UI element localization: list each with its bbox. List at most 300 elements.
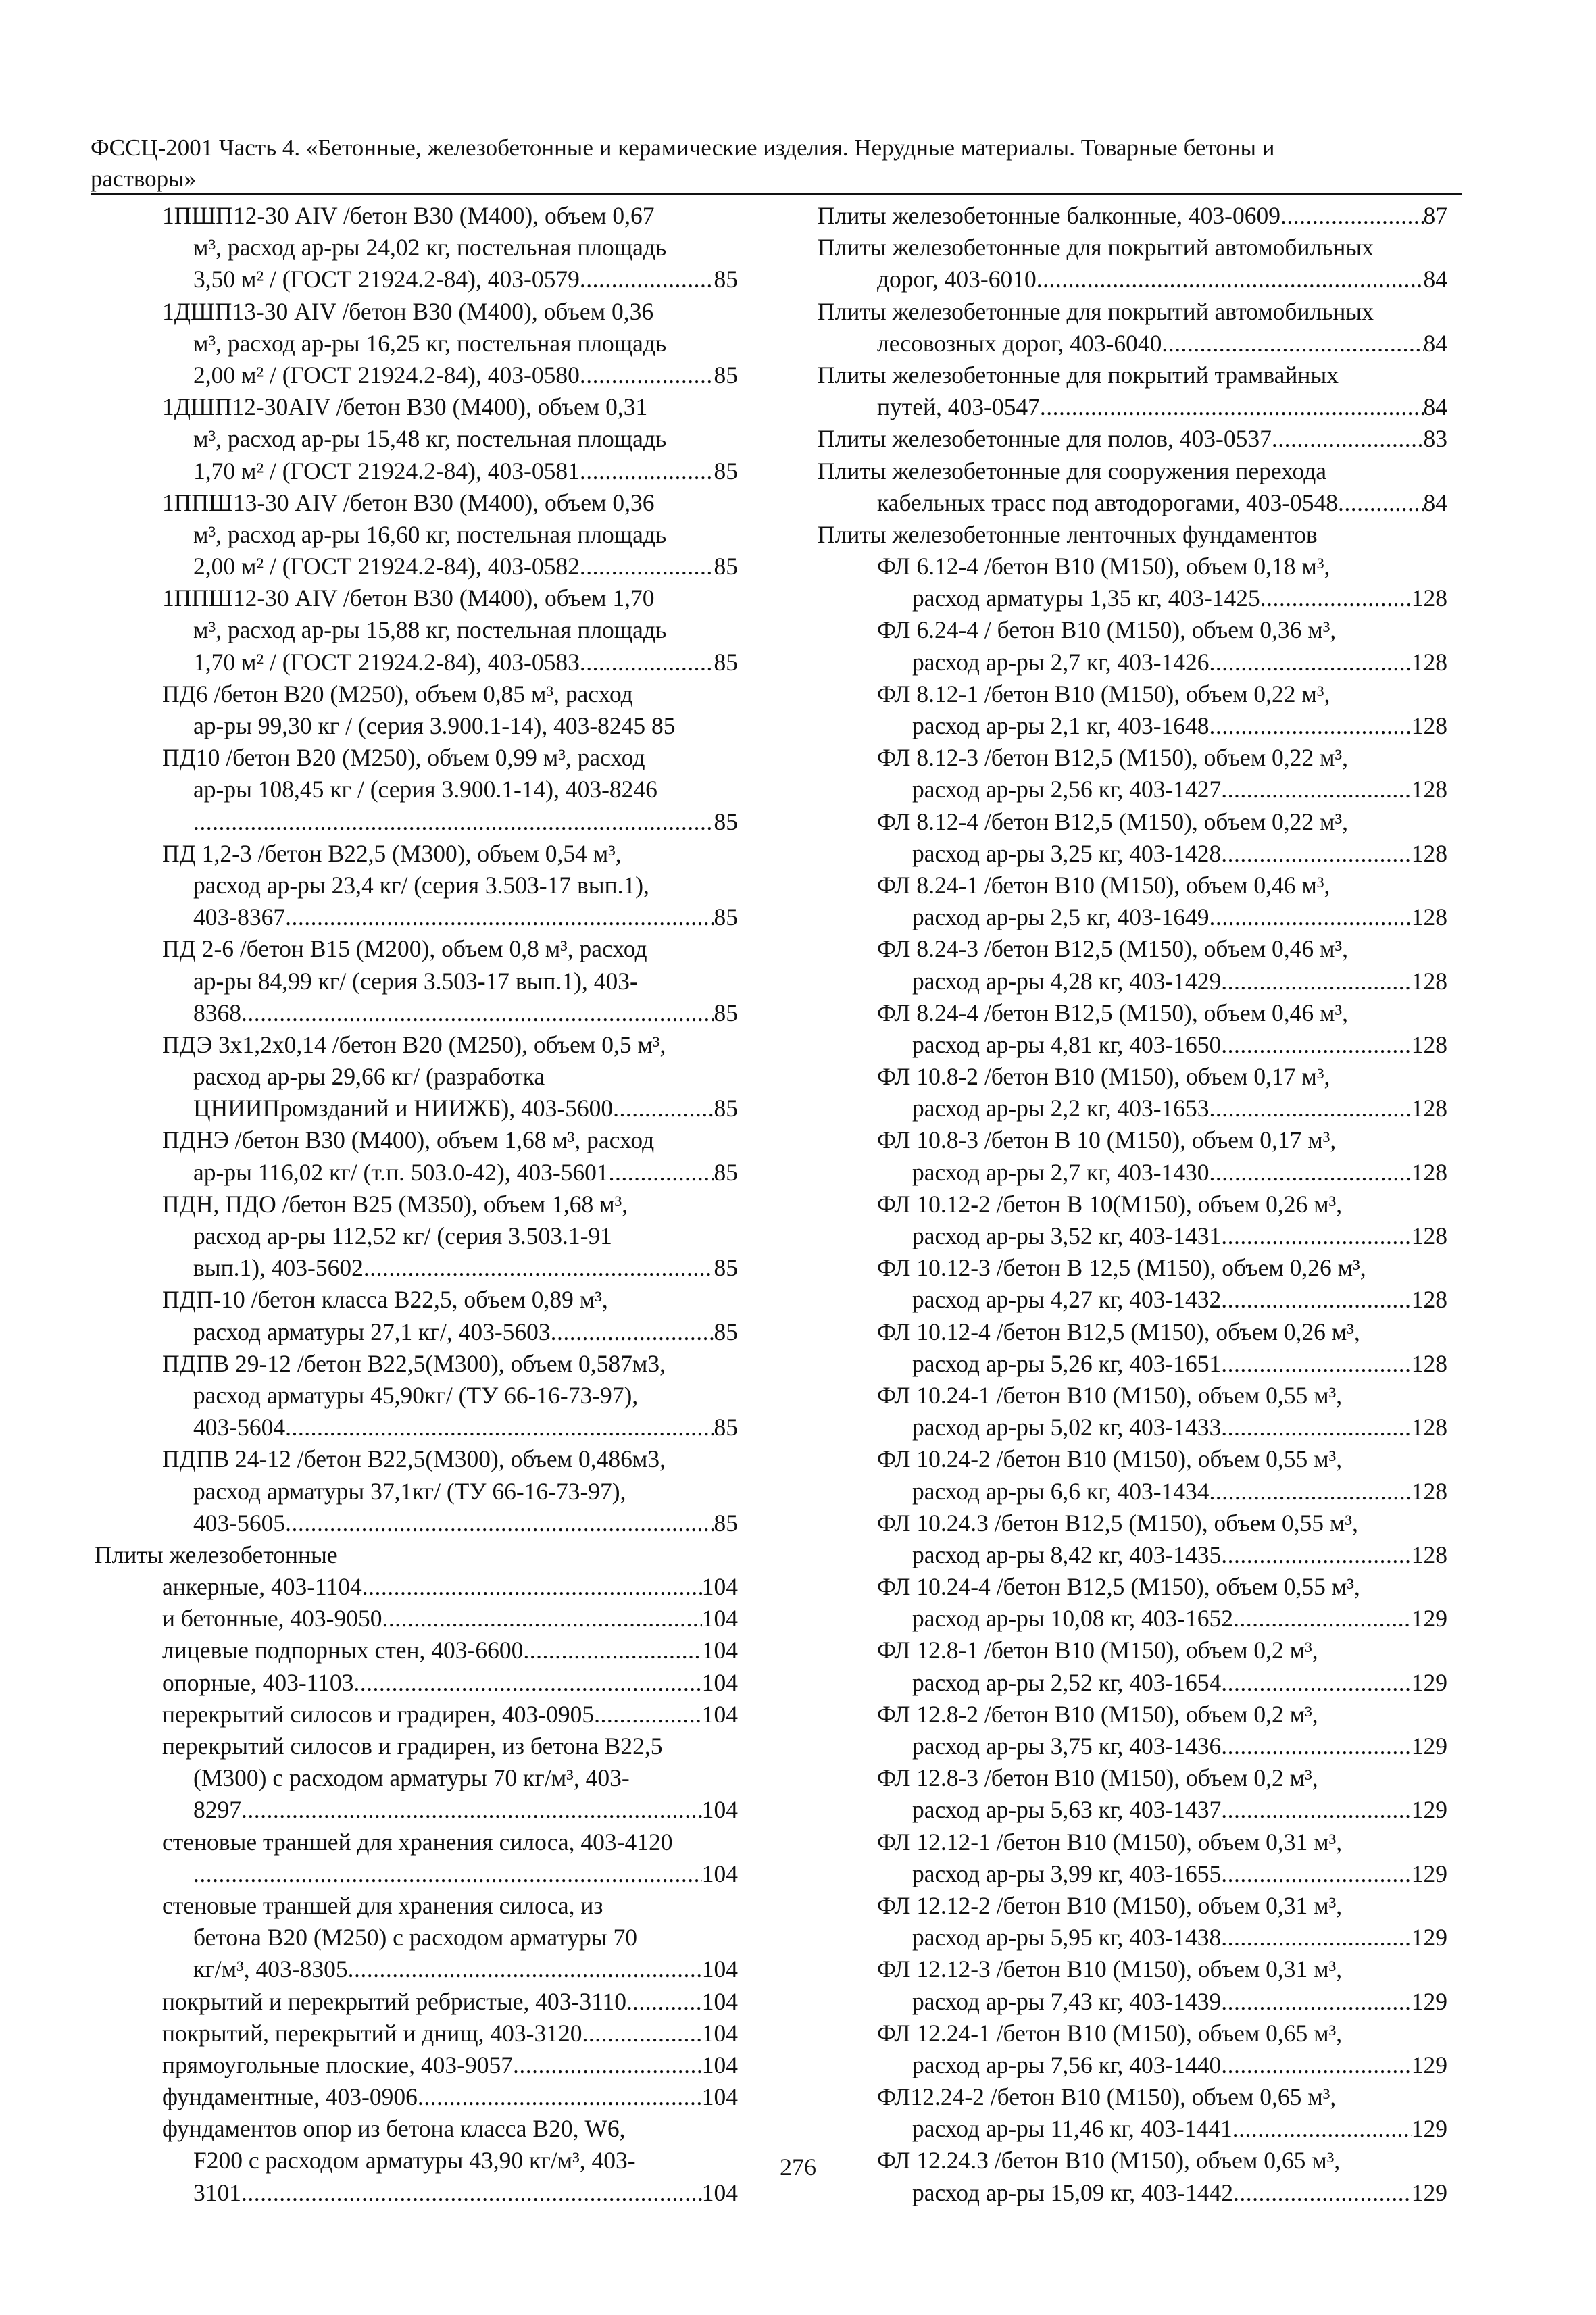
index-entry bbox=[818, 423, 1447, 455]
index-entry-text: расход ар-ры 2,7 кг, 403-1430 bbox=[912, 1158, 1210, 1186]
dot-leader bbox=[418, 2081, 702, 2113]
index-entry-text: расход ар-ры 3,75 кг, 403-1436 bbox=[912, 1733, 1222, 1760]
dot-leader bbox=[285, 1508, 714, 1539]
index-page-ref: 85 bbox=[714, 266, 738, 293]
index-entry-line bbox=[818, 1124, 1447, 1156]
index-page-ref: 85 bbox=[714, 457, 738, 484]
index-entry-line bbox=[95, 1603, 738, 1635]
index-page-ref: 85 bbox=[714, 361, 738, 389]
index-entry-text: м³, расход ар-ры 15,88 кг, постельная площадь bbox=[193, 616, 667, 644]
index-entry-text: ФЛ 10.12-4 /бетон В12,5 (М150), объем 0,26 м³, bbox=[877, 1318, 1360, 1345]
index-entry-text: ПДНЭ /бетон В30 (М400), объем 1,68 м³, расход bbox=[162, 1126, 655, 1154]
dot-leader bbox=[353, 1667, 701, 1699]
index-page-ref: 104 bbox=[701, 1956, 738, 1983]
dot-leader bbox=[613, 1093, 714, 1124]
index-entry-line bbox=[818, 423, 1447, 455]
index-entry bbox=[818, 870, 1447, 933]
index-entry-line bbox=[95, 870, 738, 901]
dot-leader bbox=[580, 551, 714, 582]
index-entry-line bbox=[818, 1603, 1447, 1635]
index-entry bbox=[818, 1124, 1447, 1188]
index-entry-text: 8368 bbox=[193, 999, 241, 1026]
index-entry-text: ар-ры 84,99 кг/ (серия 3.503-17 вып.1), 403- bbox=[193, 967, 638, 995]
index-entry-text: ФЛ 10.8-3 /бетон В 10 (М150), объем 0,17 м³, bbox=[877, 1126, 1337, 1154]
index-entry bbox=[818, 997, 1447, 1061]
dot-leader bbox=[241, 997, 714, 1029]
index-entry bbox=[95, 1890, 738, 1986]
index-entry-line bbox=[818, 710, 1447, 742]
index-entry bbox=[95, 1603, 738, 1635]
index-entry bbox=[818, 1508, 1447, 1571]
dot-leader bbox=[1260, 582, 1412, 614]
index-entry bbox=[95, 1124, 738, 1188]
index-entry bbox=[818, 1635, 1447, 1698]
index-entry-text: расход ар-ры 8,42 кг, 403-1435 bbox=[912, 1541, 1222, 1568]
index-entry-text: ФЛ 6.12-4 /бетон В10 (М150), объем 0,18 м³, bbox=[877, 553, 1330, 580]
dot-leader bbox=[1210, 901, 1412, 933]
index-entry-line bbox=[818, 487, 1447, 519]
index-entry-line bbox=[95, 232, 738, 264]
dot-leader bbox=[1037, 264, 1424, 295]
dot-leader bbox=[1232, 2113, 1412, 2145]
index-entry-line bbox=[818, 551, 1447, 582]
index-page-ref: 85 bbox=[714, 1095, 738, 1122]
index-entry-text: 3,50 м² / (ГОСТ 21924.2-84), 403-0579 bbox=[193, 266, 580, 293]
dot-leader bbox=[1210, 1093, 1412, 1124]
index-entry-line bbox=[818, 1794, 1447, 1826]
index-page-ref: 104 bbox=[701, 1668, 738, 1696]
index-column-right bbox=[818, 200, 1447, 2209]
index-page-ref: 128 bbox=[1411, 903, 1447, 931]
index-entry bbox=[95, 200, 738, 296]
index-entry-text: ПД 2-6 /бетон В15 (М200), объем 0,8 м³, расход bbox=[162, 935, 647, 963]
index-entry-line bbox=[818, 1412, 1447, 1443]
index-entry bbox=[818, 359, 1447, 423]
dot-leader bbox=[580, 455, 714, 487]
index-entry-text: ЦНИИПромзданий и НИИЖБ), 403-5600 bbox=[193, 1095, 614, 1122]
index-entry-text: вып.1), 403-5602 bbox=[193, 1254, 364, 1282]
index-page-ref: 104 bbox=[701, 1605, 738, 1633]
index-entry-line bbox=[818, 2018, 1447, 2049]
dot-leader bbox=[1280, 200, 1424, 232]
dot-leader bbox=[382, 1603, 701, 1635]
index-entry bbox=[818, 614, 1447, 678]
index-page-ref: 85 bbox=[714, 648, 738, 676]
index-page-ref: 84 bbox=[1423, 329, 1447, 357]
index-entry-text: Плиты железобетонные балконные, 403-0609 bbox=[818, 202, 1280, 229]
index-entry-line bbox=[95, 1539, 738, 1571]
dot-leader bbox=[1221, 1922, 1411, 1953]
index-entry bbox=[95, 1986, 738, 2018]
dot-leader bbox=[364, 1252, 714, 1284]
index-entry-line bbox=[95, 1189, 738, 1220]
index-entry-text: ФЛ 8.12-4 /бетон В12,5 (М150), объем 0,22 м³, bbox=[877, 807, 1349, 835]
index-entry-line bbox=[95, 1443, 738, 1475]
dot-leader bbox=[1233, 2177, 1412, 2209]
dot-leader bbox=[285, 1412, 714, 1443]
index-entry-text: бетона В20 (М250) с расходом арматуры 70 bbox=[193, 1924, 637, 1951]
index-entry bbox=[95, 2018, 738, 2049]
index-entry-line bbox=[818, 1029, 1447, 1061]
index-page-ref: 128 bbox=[1411, 776, 1447, 803]
index-entry bbox=[95, 296, 738, 392]
index-entry-text: F200 с расходом арматуры 43,90 кг/м³, 403- bbox=[193, 2147, 636, 2174]
index-page-ref: 128 bbox=[1411, 1222, 1447, 1249]
index-entry-line bbox=[818, 2177, 1447, 2209]
index-entry-text: Плиты железобетонные для сооружения перехода bbox=[818, 457, 1327, 484]
index-entry bbox=[818, 678, 1447, 742]
index-entry-text: ФЛ 10.12-2 /бетон В 10(М150), объем 0,26 м³, bbox=[877, 1190, 1343, 1218]
index-entry-line bbox=[95, 647, 738, 678]
index-entry-line bbox=[818, 1731, 1447, 1762]
index-entry-text: расход ар-ры 2,2 кг, 403-1653 bbox=[912, 1095, 1210, 1122]
index-entry-text: анкерные, 403-1104 bbox=[162, 1573, 362, 1601]
index-entry-line bbox=[818, 200, 1447, 232]
index-entry-text: расход ар-ры 7,56 кг, 403-1440 bbox=[912, 2051, 1222, 2078]
index-entry-text: опорные, 403-1103 bbox=[162, 1668, 354, 1696]
index-page-ref: 83 bbox=[1423, 425, 1447, 453]
index-entry-line bbox=[95, 614, 738, 646]
index-entry-text: ПД10 /бетон В20 (М250), объем 0,99 м³, расход bbox=[162, 744, 645, 772]
dot-leader bbox=[1162, 328, 1423, 359]
index-entry-line bbox=[818, 1348, 1447, 1380]
index-page-ref: 85 bbox=[714, 1509, 738, 1537]
index-entry-text: 1ППШ13-30 AIV /бетон В30 (М400), объем 0,36 bbox=[162, 489, 655, 516]
index-entry bbox=[818, 1826, 1447, 1890]
index-entry bbox=[95, 1189, 738, 1285]
index-entry-text: 1ПШП12-30 AIV /бетон В30 (М400), объем 0,67 bbox=[162, 202, 655, 229]
index-entry-line bbox=[95, 933, 738, 965]
index-entry-line bbox=[818, 391, 1447, 423]
dot-leader bbox=[513, 2049, 702, 2081]
index-entry bbox=[818, 1699, 1447, 1762]
index-entry-line bbox=[95, 1029, 738, 1061]
index-entry-text: ФЛ 12.8-2 /бетон В10 (М150), объем 0,2 м³, bbox=[877, 1700, 1318, 1728]
index-entry-line bbox=[95, 1124, 738, 1156]
index-page-ref: 85 bbox=[714, 1158, 738, 1186]
index-entry bbox=[95, 1539, 738, 1571]
index-entry-line bbox=[818, 582, 1447, 614]
index-entry bbox=[818, 1316, 1447, 1380]
index-entry-line bbox=[95, 838, 738, 870]
index-entry-text: ФЛ 8.24-1 /бетон В10 (М150), объем 0,46 м³, bbox=[877, 871, 1330, 899]
index-entry-text: стеновые траншей для хранения силоса, 403-4120 bbox=[162, 1828, 673, 1856]
index-entry bbox=[818, 1762, 1447, 1826]
index-entry-text: расход арматуры 45,90кг/ (ТУ 66-16-73-97), bbox=[193, 1381, 639, 1409]
index-entry-line bbox=[818, 328, 1447, 359]
index-entry-line bbox=[95, 200, 738, 232]
index-page-ref: 104 bbox=[701, 2179, 738, 2206]
index-page-ref: 128 bbox=[1411, 839, 1447, 867]
index-page-ref: 84 bbox=[1423, 393, 1447, 421]
index-entry-text: 8297 bbox=[193, 1796, 241, 1824]
index-entry-text: ПДН, ПДО /бетон В25 (М350), объем 1,68 м³, bbox=[162, 1190, 628, 1218]
index-entry-text: расход ар-ры 112,52 кг/ (серия 3.503.1-91 bbox=[193, 1222, 612, 1249]
index-entry-text: ФЛ 12.12-2 /бетон В10 (М150), объем 0,31 м³, bbox=[877, 1891, 1343, 1919]
index-entry-line bbox=[818, 2081, 1447, 2113]
index-entry-text: расход ар-ры 4,27 кг, 403-1432 bbox=[912, 1286, 1222, 1314]
dot-leader bbox=[1210, 710, 1412, 742]
index-page-ref: 128 bbox=[1411, 1477, 1447, 1505]
index-entry-line bbox=[818, 1508, 1447, 1539]
index-entry bbox=[95, 582, 738, 678]
index-entry-text: ар-ры 108,45 кг / (серия 3.900.1-14), 403-8246 bbox=[193, 776, 657, 803]
index-entry-text: расход ар-ры 2,7 кг, 403-1426 bbox=[912, 648, 1210, 676]
index-entry-line bbox=[818, 1953, 1447, 1985]
index-entry-text: расход ар-ры 4,28 кг, 403-1429 bbox=[912, 967, 1222, 995]
index-page-ref: 85 bbox=[714, 1414, 738, 1441]
index-entry-line bbox=[95, 328, 738, 359]
index-entry-text: расход арматуры 37,1кг/ (ТУ 66-16-73-97), bbox=[193, 1477, 626, 1505]
index-entry-line bbox=[818, 1667, 1447, 1699]
index-page-ref: 104 bbox=[701, 1700, 738, 1728]
index-entry-line bbox=[818, 1762, 1447, 1794]
index-entry bbox=[818, 1443, 1447, 1507]
index-entry-line bbox=[818, 1635, 1447, 1666]
index-entry bbox=[818, 806, 1447, 870]
index-entry-text: ФЛ 8.24-4 /бетон В12,5 (М150), объем 0,46 м³, bbox=[877, 999, 1349, 1026]
dot-leader bbox=[580, 264, 714, 295]
index-entry bbox=[95, 1731, 738, 1826]
index-entry-text: фундаментные, 403-0906 bbox=[162, 2083, 418, 2111]
index-page-ref: 128 bbox=[1411, 648, 1447, 676]
index-entry-line bbox=[818, 2049, 1447, 2081]
index-entry-text: ПДПВ 24-12 /бетон В22,5(М300), объем 0,486м3, bbox=[162, 1445, 666, 1473]
index-entry-line bbox=[818, 1220, 1447, 1252]
dot-leader bbox=[1221, 1731, 1411, 1762]
index-entry-line bbox=[95, 1794, 738, 1826]
index-entry bbox=[95, 1029, 738, 1125]
index-entry-line bbox=[95, 1699, 738, 1731]
index-entry-text: ФЛ 10.24.3 /бетон В12,5 (М150), объем 0,55 м³, bbox=[877, 1509, 1358, 1537]
index-entry-line bbox=[95, 582, 738, 614]
index-entry-text: (М300) с расходом арматуры 70 кг/м³, 403- bbox=[193, 1764, 630, 1792]
index-entry-line bbox=[818, 296, 1447, 328]
index-entry-line bbox=[95, 2081, 738, 2113]
index-entry bbox=[818, 1953, 1447, 2017]
index-entry-text: 403-5604 bbox=[193, 1414, 286, 1441]
index-page-ref: 129 bbox=[1411, 2115, 1447, 2143]
dot-leader bbox=[580, 647, 714, 678]
index-entry-text: 1ДШП12-30AIV /бетон В30 (М400), объем 0,31 bbox=[162, 393, 648, 421]
index-entry-text: расход ар-ры 3,52 кг, 403-1431 bbox=[912, 1222, 1222, 1249]
index-column-left bbox=[95, 200, 738, 2209]
index-entry-line bbox=[818, 1476, 1447, 1508]
index-page-ref: 104 bbox=[701, 2051, 738, 2078]
index-entry-line bbox=[818, 1890, 1447, 1922]
index-entry bbox=[818, 742, 1447, 805]
index-entry-line bbox=[818, 1061, 1447, 1093]
index-entry-text: 403-5605 bbox=[193, 1509, 286, 1537]
index-entry bbox=[818, 933, 1447, 997]
dot-leader bbox=[1221, 1348, 1411, 1380]
index-entry-line bbox=[818, 1189, 1447, 1220]
index-entry-text: Плиты железобетонные для покрытий автомобильных bbox=[818, 234, 1374, 262]
dot-leader bbox=[1221, 1667, 1411, 1699]
dot-leader bbox=[551, 1316, 714, 1348]
index-entry-text: ПД 1,2-3 /бетон В22,5 (М300), объем 0,54 м³, bbox=[162, 839, 622, 867]
dot-leader bbox=[1338, 487, 1423, 519]
index-entry-text: Плиты железобетонные для покрытий автомобильных bbox=[818, 297, 1374, 325]
index-entry bbox=[95, 1635, 738, 1666]
dot-leader bbox=[1221, 1858, 1411, 1890]
index-entry-line bbox=[818, 678, 1447, 710]
running-header-line-2: растворы» bbox=[91, 166, 197, 192]
index-entry-line bbox=[818, 1284, 1447, 1316]
index-page-ref: 85 bbox=[714, 1318, 738, 1345]
index-entry-text: расход ар-ры 29,66 кг/ (разработка bbox=[193, 1063, 545, 1091]
index-entry-text: ФЛ 10.12-3 /бетон В 12,5 (М150), объем 0,26 м³, bbox=[877, 1254, 1366, 1282]
index-entry-line bbox=[95, 1922, 738, 1953]
index-entry-text: расход ар-ры 2,5 кг, 403-1649 bbox=[912, 903, 1210, 931]
index-entry-text: Плиты железобетонные bbox=[95, 1541, 338, 1568]
index-entry-line bbox=[818, 901, 1447, 933]
index-entry bbox=[95, 678, 738, 742]
index-page-ref: 104 bbox=[701, 1796, 738, 1824]
index-entry-text: расход ар-ры 5,63 кг, 403-1437 bbox=[912, 1796, 1222, 1824]
index-page-ref: 85 bbox=[714, 903, 738, 931]
index-page-ref: 129 bbox=[1411, 2051, 1447, 2078]
index-entry bbox=[95, 742, 738, 838]
index-entry-text: м³, расход ар-ры 15,48 кг, постельная площадь bbox=[193, 425, 667, 453]
dot-leader bbox=[241, 1794, 702, 1826]
index-entry-line bbox=[95, 806, 738, 838]
dot-leader bbox=[241, 2177, 702, 2209]
index-entry-line bbox=[95, 710, 738, 742]
index-page-ref: 128 bbox=[1411, 1349, 1447, 1377]
index-entry-line bbox=[818, 1986, 1447, 2018]
index-entry-text: стеновые траншей для хранения силоса, из bbox=[162, 1891, 603, 1919]
index-entry-line bbox=[95, 1316, 738, 1348]
index-entry-line bbox=[95, 391, 738, 423]
dot-leader bbox=[1210, 1476, 1412, 1508]
index-entry-line bbox=[95, 1826, 738, 1858]
dot-leader bbox=[1221, 1220, 1411, 1252]
index-entry bbox=[818, 551, 1447, 614]
index-entry-text: ФЛ 8.12-1 /бетон В10 (М150), объем 0,22 м³, bbox=[877, 680, 1330, 707]
index-entry-line bbox=[95, 966, 738, 997]
index-entry bbox=[818, 1890, 1447, 1953]
index-entry-line bbox=[95, 359, 738, 391]
index-entry-line bbox=[818, 1443, 1447, 1475]
index-entry-text: расход ар-ры 4,81 кг, 403-1650 bbox=[912, 1030, 1222, 1058]
index-entry-text: 2,00 м² / (ГОСТ 21924.2-84), 403-0582 bbox=[193, 553, 580, 580]
index-entry-text: покрытий и перекрытий ребристые, 403-3110. bbox=[162, 1987, 632, 2015]
index-entry-text: покрытий, перекрытий и днищ, 403-3120 bbox=[162, 2019, 582, 2047]
dot-leader bbox=[1040, 391, 1424, 423]
index-page-ref: 128 bbox=[1411, 1095, 1447, 1122]
dot-leader bbox=[348, 1953, 702, 1985]
index-entry-text: Плиты железобетонные для покрытий трамвайных bbox=[818, 361, 1339, 389]
index-page-ref: 104 bbox=[701, 2083, 738, 2111]
index-entry-line bbox=[818, 742, 1447, 774]
running-header-line-1: ФССЦ-2001 Часть 4. «Бетонные, железобетонные и керамические изделия. Нерудные материалы. Товарные бетоны и bbox=[91, 134, 1275, 161]
index-entry-line bbox=[95, 423, 738, 455]
index-entry-line bbox=[818, 1858, 1447, 1890]
index-entry-text: 3101 bbox=[193, 2179, 241, 2206]
dot-leader bbox=[1221, 1412, 1411, 1443]
index-entry-text: расход ар-ры 6,6 кг, 403-1434 bbox=[912, 1477, 1210, 1505]
index-entry-line bbox=[95, 2177, 738, 2209]
index-entry-line bbox=[95, 1986, 738, 2018]
index-entry-text: ФЛ 10.24-2 /бетон В10 (М150), объем 0,55 м³, bbox=[877, 1445, 1343, 1473]
index-page-ref: 128 bbox=[1411, 967, 1447, 995]
index-entry-text: м³, расход ар-ры 16,60 кг, постельная площадь bbox=[193, 520, 667, 548]
index-entry-line bbox=[95, 742, 738, 774]
index-entry-text: ФЛ 8.12-3 /бетон В12,5 (М150), объем 0,22 м³, bbox=[877, 744, 1349, 772]
index-entry bbox=[818, 2081, 1447, 2145]
dot-leader bbox=[1221, 1986, 1411, 2018]
index-entry bbox=[95, 838, 738, 934]
index-entry bbox=[95, 1826, 738, 1890]
index-entry-line bbox=[95, 1157, 738, 1189]
index-entry-text: прямоугольные плоские, 403-9057 bbox=[162, 2051, 513, 2078]
index-entry-text: перекрытий силосов и градирен, 403-0905 bbox=[162, 1700, 595, 1728]
index-entry-line bbox=[95, 1093, 738, 1124]
index-entry bbox=[95, 2049, 738, 2081]
index-entry-line bbox=[818, 1380, 1447, 1412]
index-entry-line bbox=[95, 1858, 738, 1890]
index-entry-line bbox=[95, 1476, 738, 1508]
dot-leader bbox=[1272, 423, 1424, 455]
index-entry bbox=[818, 232, 1447, 295]
index-page-ref: 104 bbox=[701, 2019, 738, 2047]
index-entry bbox=[818, 200, 1447, 232]
index-entry-line bbox=[818, 232, 1447, 264]
index-entry bbox=[95, 933, 738, 1029]
index-entry-text: расход ар-ры 3,25 кг, 403-1428 bbox=[912, 839, 1222, 867]
dot-leader bbox=[523, 1635, 701, 1666]
index-entry-text: ар-ры 116,02 кг/ (т.п. 503.0-42), 403-5601 bbox=[193, 1158, 609, 1186]
index-entry-text: ФЛ 12.8-1 /бетон В10 (М150), объем 0,2 м³, bbox=[877, 1637, 1318, 1664]
index-entry bbox=[818, 1380, 1447, 1443]
index-page-ref: 104 bbox=[701, 1987, 738, 2015]
dot-leader bbox=[1221, 1029, 1411, 1061]
index-entry bbox=[818, 296, 1447, 359]
dot-leader bbox=[1221, 966, 1411, 997]
index-page-ref: 128 bbox=[1411, 1541, 1447, 1568]
index-entry-line bbox=[818, 997, 1447, 1029]
index-entry-text: путей, 403-0547 bbox=[877, 393, 1040, 421]
dot-leader bbox=[1221, 838, 1411, 870]
index-page-ref: 128 bbox=[1411, 712, 1447, 739]
index-entry-line bbox=[95, 519, 738, 551]
index-entry-line bbox=[95, 1762, 738, 1794]
index-entry-text: расход ар-ры 2,1 кг, 403-1648 bbox=[912, 712, 1210, 739]
index-entry-line bbox=[95, 1890, 738, 1922]
index-entry-text: расход ар-ры 7,43 кг, 403-1439 bbox=[912, 1987, 1222, 2015]
index-entry-text: расход ар-ры 15,09 кг, 403-1442 bbox=[912, 2179, 1234, 2206]
index-entry-line bbox=[818, 1316, 1447, 1348]
index-entry-text: 1ППШ12-30 AIV /бетон В30 (М400), объем 1,70 bbox=[162, 584, 655, 612]
index-entry bbox=[95, 1284, 738, 1347]
index-entry-text: расход ар-ры 11,46 кг, 403-1441 bbox=[912, 2115, 1232, 2143]
index-entry-line bbox=[95, 1953, 738, 1985]
index-page-ref: 128 bbox=[1411, 1414, 1447, 1441]
index-page-ref: 128 bbox=[1411, 584, 1447, 612]
index-entry-line bbox=[818, 1826, 1447, 1858]
index-entry-line bbox=[818, 933, 1447, 965]
index-entry-text: 2,00 м² / (ГОСТ 21924.2-84), 403-0580 bbox=[193, 361, 580, 389]
dot-leader bbox=[594, 1699, 702, 1731]
index-entry-line bbox=[95, 1731, 738, 1762]
index-entry-text: расход ар-ры 5,95 кг, 403-1438 bbox=[912, 1924, 1222, 1951]
index-entry-text: ПД6 /бетон В20 (М250), объем 0,85 м³, расход bbox=[162, 680, 633, 707]
index-entry-line bbox=[818, 359, 1447, 391]
index-page-ref: 129 bbox=[1411, 2179, 1447, 2206]
index-page-ref: 84 bbox=[1423, 489, 1447, 516]
index-entry-text: расход ар-ры 3,99 кг, 403-1655 bbox=[912, 1860, 1222, 1887]
